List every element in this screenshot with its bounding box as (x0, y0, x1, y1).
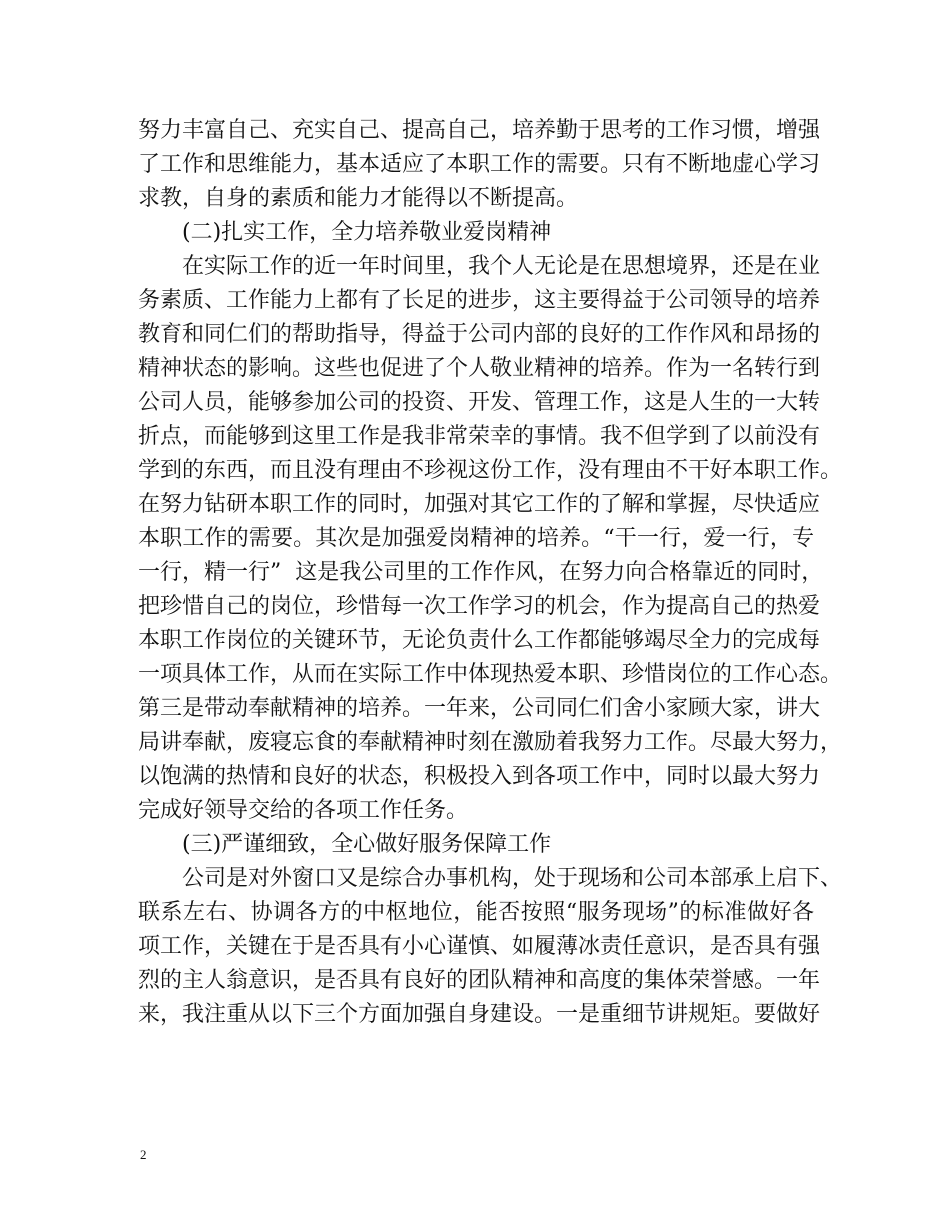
section-heading: (二)扎实工作，全力培养敬业爱岗精神 (182, 220, 552, 245)
text-line: 在实际工作的近一年时间里，我个人无论是在思想境界，还是在业 (182, 254, 821, 279)
text-line: 精神状态的影响。这些也促进了个人敬业精神的培养。作为一名转行到 (138, 356, 821, 381)
text-line: 完成好领导交给的各项工作任务。 (138, 798, 469, 823)
body-text (138, 114, 843, 1032)
text-line: 求教，自身的素质和能力才能得以不断提高。 (138, 186, 579, 211)
text-line: 努力丰富自己、充实自己、提高自己，培养勤于思考的工作习惯，增强 (138, 118, 821, 143)
section-heading: (三)严谨细致，全心做好服务保障工作 (182, 832, 552, 857)
text-line: 教育和同仁们的帮助指导，得益于公司内部的良好的工作作风和昂扬的 (138, 322, 821, 347)
text-line: 学到的东西，而且没有理由不珍视这份工作，没有理由不干好本职工作。 (138, 458, 843, 483)
text-line: 务素质、工作能力上都有了长足的进步，这主要得益于公司领导的培养 (138, 288, 821, 313)
text-line: 项工作，关键在于是否具有小心谨慎、如履薄冰责任意识，是否具有强 (138, 934, 821, 959)
text-line: 第三是带动奉献精神的培养。一年来，公司同仁们舍小家顾大家，讲大 (138, 696, 821, 721)
text-line: 把珍惜自己的岗位，珍惜每一次工作学习的机会，作为提高自己的热爱 (138, 594, 821, 619)
page-number: 2 (140, 1147, 147, 1162)
text-line: 折点，而能够到这里工作是我非常荣幸的事情。我不但学到了以前没有 (138, 424, 821, 449)
text-line: 来，我注重从以下三个方面加强自身建设。一是重细节讲规矩。要做好 (138, 1002, 821, 1027)
text-line: 在努力钻研本职工作的同时，加强对其它工作的了解和掌握，尽快适应 (138, 492, 821, 517)
text-line: 本职工作的需要。其次是加强爱岗精神的培养。“干一行，爱一行，专 (138, 526, 814, 551)
text-line: 公司人员，能够参加公司的投资、开发、管理工作，这是人生的一大转 (138, 390, 821, 415)
text-line: 本职工作岗位的关键环节，无论负责什么工作都能够竭尽全力的完成每 (138, 628, 821, 653)
text-line: 局讲奉献，废寝忘食的奉献精神时刻在激励着我努力工作。尽最大努力， (138, 730, 843, 755)
text-line: 一项具体工作，从而在实际工作中体现热爱本职、珍惜岗位的工作心态。 (138, 662, 843, 687)
text-line: 以饱满的热情和良好的状态，积极投入到各项工作中，同时以最大努力 (138, 764, 821, 789)
text-line: 公司是对外窗口又是综合办事机构，处于现场和公司本部承上启下、 (182, 866, 843, 891)
text-line: 了工作和思维能力，基本适应了本职工作的需要。只有不断地虚心学习 (138, 152, 821, 177)
text-line: 烈的主人翁意识，是否具有良好的团队精神和高度的集体荣誉感。一年 (138, 968, 821, 993)
text-line: 一行，精一行” 这是我公司里的工作作风，在努力向合格靠近的同时， (138, 560, 824, 585)
text-line: 联系左右、协调各方的中枢地位，能否按照“服务现场”的标准做好各 (138, 900, 814, 925)
